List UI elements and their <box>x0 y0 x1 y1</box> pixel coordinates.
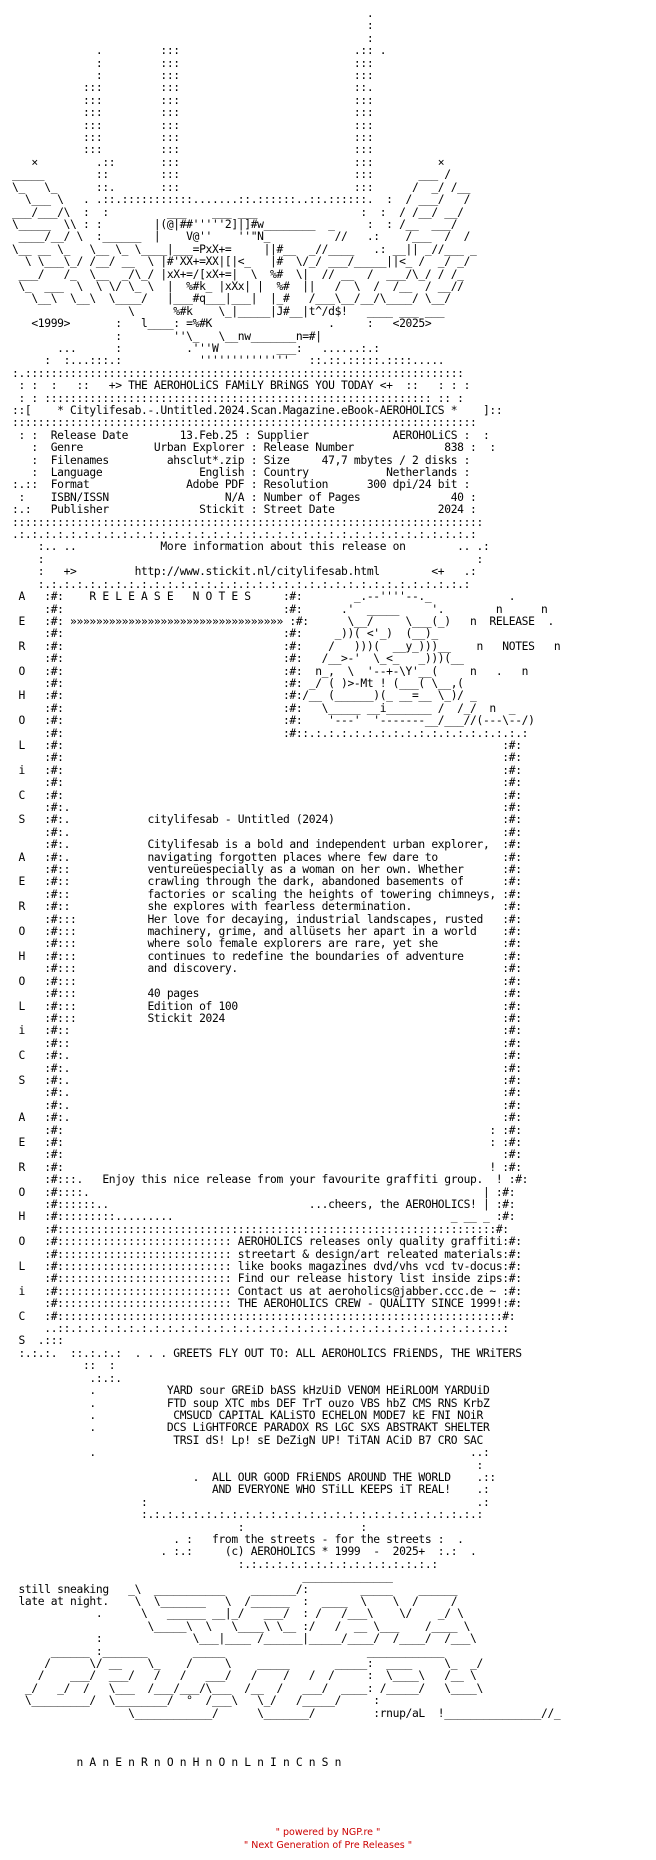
tagline-text: " Next Generation of Pre Releases " <box>243 1840 413 1851</box>
footer <box>0 1826 656 1852</box>
powered-by-text: " powered by NGP.re " <box>275 1827 381 1838</box>
nfo-ascii-art: . : : . ::: .:: . : ::: ::: : ::: ::: ::: ::: ::. ::: ::: ::: ::: ::: ::: ::: ::: ::: ::: ::: ::: ::: ::: ::: × .:: ::: ::: × _____ :: ::: ::: ___ / \_ \_ ::. ::: ::: / _/ /__ \___ \ . .::.:::::::::::.......::.::::::..::.::::::. : / ___/ / ___/___/\ : : ___ ___ ___ : : / /__/ __/ \_____ \\ : : |(@|##'''''2]|]#w________ _ : : /__ ___/ ____/__/ \ :______ | V@'' ''"N_ // .: /___ / / \__ __ \_ \__ \_ \____|___=PxX+= ||#__ _//____ .: __|| _//___ _ \ \___\_/ /__/ __ \ |#'XX+=XX|[|<_ |# \/_/ ___/_____||<_ / _/ _/ ___/ /_ \__ _/\_/ |xX+=/[xX+=| \ %# \| // __ / ___/\_/ / /_ \_ ___ \ \ \/ \_ \ | %#k_ |xXx| | %# || / \ / /__ / __// \__\ \__\ \____/ |___#q___|___| |_# /___\__/__/\____/ \__/ \ %#k \_|_____|J#__|t^/d$! ____ ___ ___ <1999> : l____: =%#K . : <2025> : ''\_ \__nw_______n=#| ... : .'''W ___: ......:.: : :...:::.: '''''''''''''' ::.::.:::::.::::..... :.:::::::::::::::::::::::::::::::::::::::::::::::::::::::::::::::::::: : : : :: +> THE AEROHOLiCS FAMiLY BRiNGS YOU TODAY <+ :: : : : : : :::::::::::::::::::::::::::::::::::::::::::::::::::::::::::: :: : ::[ * Citylifesab.-.Untitled.2024.Scan.Magazine.eBook-AEROHOLICS * ]:: :::::::::::::::::::::::::::::::::::::::::::::::::::::::::::::::::::::::: : : Release Date 13.Feb.25 : Supplier AEROHOLiCS : : : Genre Urban Explorer : Release Number 838 : : : Filenames ahsclut*.zip : Size 47,7 mbytes / 2 disks : : Language English : Country Netherlands : :.:: Format Adobe PDF : Resolution 300 dpi/24 bit : : ISBN/ISSN N/A : Number of Pages 40 : :.: Publisher Stickit : Street Date 2024 : ::::::::::::::::::::::::::::::::::::::::::::::::::::::::::::::::::::::::: .:.:.:.:.:.:.:.:.:.:.:.:.:.:.:.:.:.:.:.:.:.:.:.:.:.:.:.:.:.:.:.:.:.:.:.: :.. .. More information about this release on .. .: : : : +> http://www.stickit.nl/citylifesab.html <+ .: :.:.:.:.:.:.:.:.:.:.:.:.:.:.:.:.:.:.:.:.:.:.:.:.:.:.:.:.:.:.:.:.:.: A :#: R E L E A S E N O T E S :#: _.--''''--._ . :#: :#: .' _____ '. n n E :#: »»»»»»»»»»»»»»»»»»»»»»»»»»»»»»»»» :#: \__/ \___(_) n RELEASE . :#: :#: _))( <'_) (__)_ R :#: :#: / )))( __y_)))__ n NOTES n :#: :#: /__>-' \_<_ _)))(__ O :#: :#: n_, \ '--+-\Y'__( n . n :#: :#: _/ ( )>-Mt ! (___( \__,( H :#: :#:/__ (______)(_ __=__ \_)/ _ :#: :#: \_____ __i_______ / /_/ n _ O :#: :#: '---' '-------__/___//(---\--/) :#: :#::.:.:.:.:.:.:.:.:.:.:.:.:.:.:.:.:.: L :#: :#: :#: :#: i :#: :#: :#: :#: C :#: :#: :#:. :#: S :#:. citylifesab - Untitled (2024) :#: :#:. :#: :#:. Citylifesab is a bold and independent urban explorer, :#: A :#:. navigating forgotten places where few dare to :#: :#:: ventureüespecially as a woman on her own. Whether :#: E :#:: crawling through the dark, abandoned basements of :#: :#:: factories or scaling the heights of towering chimneys, :#: R :#:: she explores with fearless determination. :#: :#::: Her love for decaying, industrial landscapes, rusted :#: O :#::: machinery, grime, and allüsets her apart in a world :#: :#::: where solo female explorers are rare, yet she :#: H :#::: continues to redefine the boundaries of adventure :#: :#::: and discovery. :#: O :#::: :#: :#::: 40 pages :#: L :#::: Edition of 100 :#: :#::: Stickit 2024 :#: i :#:: :#: :#:: :#: C :#:. :#: :#:. :#: S :#:. :#: :#:. :#: :#:. :#: A :#:. :#: :#: : :#: E :#: : :#: :#: :#: R :#: ! :#: :#:::. Enjoy this nice release from your favourite graffiti group. ! :#: O :#::::. | :#: :#::::::.. ...cheers, the AEROHOLICS! | :#: H :#:::::::::......... _ __ _ :#: :#::::::::::::::::::::::::::::::::::::::::::::::::::::::::::::::::::::#: O :#::::::::::::::::::::::::::: AEROHOLICS releases only quality graffiti:#: :#::::::::::::::::::::::::::: streetart & design/art releated materials:#: L :#::::::::::::::::::::::::::: like books magazines dvd/vhs vcd tv-docus:#: :#::::::::::::::::::::::::::: Find our release history list inside zips:#: i :#::::::::::::::::::::::::::: Contact us at aeroholics@jabber.ccc.de ~ :#: :#::::::::::::::::::::::::::: THE AEROHOLICS CREW - QUALITY SINCE 1999!:#: C :#:::::::::::::::::::::::::::::::::::::::::::::::::::::::::::::::::::::#: ..::.:.:.:.:.:.:.:.:.:.:.:.:.:.:.:.:.:.:.:.:.:.:.:.:.:.:.:.:.:.:.:.:.:.: S .::: :.:.:. ::.:.:.: . . . GREETS FLY OUT TO: ALL AEROHOLICS FRiENDS, THE WRiTERS :: : .:.:. . YARD sour GREiD bASS kHzUiD VENOM HEiRLOOM YARDUiD . FTD soup XTC mbs DEF TrT ouzo VBS hbZ CMS RNS KrbZ . CMSUCD CAPITAL KALiSTO ECHELON MODE7 kE FNI NOiR . DCS LiGHTFORCE PARADOX RS LGC SXS ABSTRAKT SHELTER TRSI dS! Lp! sE DeZigN UP! TiTAN ACiD B7 CRO SAC . ..: : . ALL OUR GOOD FRiENDS AROUND THE WORLD .:: AND EVERYONE WHO STiLL KEEPS iT REAL! .: : .: :.:.:.:.:.:.:.:.:.:.:.:.:.:.:.:.:.:.:.:.:.:.:.:.:.:.: : : . : from the streets - for the streets : . . :.: (c) AEROHOLICS * 1999 - 2025+ :.: . :.:.:.:.:.:.:.:.:.:.:.:.:.:.:.: ______________ still sneaking _\ ___________ _______/: _____ ______ late at night. \ \_______ \ /______ : ____ \ \ / / . \ ______ __|_/ ___/ : / /___\ \/ _/ \ \_____\ \ \____\ \__ :/ / __ \___ /____ \ : \___|____ /______|_____/____/ /____/ /___\ ______ :_______ _____ ____________ / \/ __ \_ / \ _____ _____: ____ \_ _/ / ___/ ___/ / / ___/ / / / / : \____\ /__ \ _/ _/ / \___ /___/___/\___ /__ / ___/ ____: /_____/ \____\ \_________/ \________/ ° /___\ \_/ /_____/ : \____________/ \_______/ :rnup/aL !_______________//_ n A n E n R n O n H n O n L n I n C n S n <box>12 8 561 1770</box>
